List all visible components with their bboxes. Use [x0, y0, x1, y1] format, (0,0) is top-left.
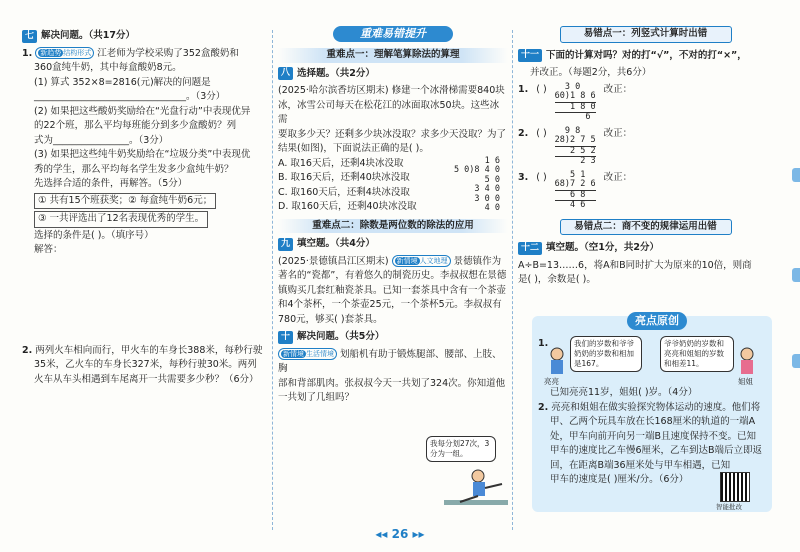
subsection-1-title: 重难点一：理解笔算除法的算理: [278, 48, 508, 63]
c2-line: 28)2 7 5: [554, 135, 596, 145]
c3-line: 68)7 2 6: [554, 179, 596, 189]
option-c[interactable]: C. 取160天后，还剩4块冰没取: [278, 186, 410, 198]
qr-code[interactable]: [720, 472, 750, 502]
highlight-questions: 已知亮亮11岁，姐姐( )岁。（4分） 2. 亮亮和姐姐在做实验探究物体运动的速度。他们将 甲、乙两个玩具车放在长168厘米的轨道的一端A 处，甲车向前开向另一端B且速度保持不变。已知 甲车的速度比乙车慢6厘米，乙车到达B端后立即返 回，在距离B端36厘米处与甲车相遇，已知 甲车的速度是( )厘米/分。（6分）: [538, 387, 763, 485]
column-divider-1: [272, 30, 273, 530]
c2-line: 9 8: [554, 125, 581, 136]
s9-line-e: 和4个茶杯，一个茶壶25元，一个茶杯5元。李叔叔有: [278, 299, 502, 310]
c2-line: 2 3: [554, 156, 596, 166]
option-a[interactable]: A. 取16天后，还剩4块冰没取: [278, 157, 404, 169]
option-d[interactable]: D. 取160天后，还剩40块冰没取: [278, 201, 417, 212]
s12-line-a: A÷B=13……6，将A和B同时扩大为原来的10倍，则商: [518, 259, 752, 271]
side-tab-3: [792, 354, 800, 368]
calc-3-mark[interactable]: ( ): [536, 171, 547, 183]
calc-2-mark[interactable]: ( ): [536, 127, 547, 139]
calc-2: 2. ( ) 9 8 28)2 7 5 2 5 2 2 3 改正：: [518, 125, 633, 166]
error-point-1-title: 易错点一：列竖式计算时出错: [560, 26, 732, 43]
c3-line: 6 8: [555, 191, 596, 202]
q1-part1-b: ________________________________。（3分）: [34, 91, 226, 102]
s8-options: [278, 157, 417, 215]
page-footer: [0, 527, 800, 541]
section-8-header: 八 选择题。（共2分）: [278, 67, 508, 82]
c1-line: 3 0: [554, 81, 581, 92]
condition-3: ③ 一共评选出了12名表现优秀的学生。: [34, 211, 208, 228]
calc-1: 1. ( ) 3 0 60)1 8 6 1 8 0 6 改正：: [518, 81, 633, 122]
s10-line-a: 新情境 生活情境 划船机有助于锻炼腿部、腰部、上肢、胸: [278, 348, 502, 374]
c1-line: 60)1 8 6: [554, 91, 596, 101]
s12-line-b: 是( )，余数是( )。: [518, 274, 596, 285]
q1-line-1: 1. 新趋势 结构形式 江老师为学校采购了352盒酸奶和: [22, 47, 239, 59]
q1-part3-a: (3) 如果把这些纯牛奶奖励给在“垃圾分类”中表现优: [34, 149, 251, 160]
long-division-figure: 1 6 5 0)8 4 0 5 0 3 4 0 3 0 0 4 0: [453, 155, 500, 213]
section-9-header: 九 填空题。（共4分）: [278, 237, 508, 252]
name-left: 亮亮: [544, 377, 559, 386]
answer-space[interactable]: [22, 258, 280, 344]
q1-line-2: 360盒纯牛奶，其中每盒酸奶8元。: [34, 62, 182, 73]
q2-line-3: 火车从车头相遇到车尾离开一共需要多少秒？（6分）: [34, 373, 259, 385]
s8-line-a: (2025·哈尔滨香坊区期末) 修建一个冰滑梯需要840块: [278, 85, 505, 96]
girl-illustration: [736, 346, 758, 376]
calc-2-work: [555, 127, 596, 167]
page-number: 26: [391, 527, 409, 541]
q1-part3-c: 先选择合适的条件，再解答。（5分）: [34, 178, 188, 189]
q1-part2-b: 的22个班，那么平均每班能分到多少盒酸奶？列: [34, 120, 237, 131]
q1-part2-c: 式为________________。（3分）: [34, 134, 169, 146]
s8-line-c: 要取多少天？还剩多少块冰没取？求多少天没取？为了: [278, 128, 507, 140]
left-column: [22, 26, 280, 387]
speech-left: 我们的岁数和爷爷奶奶的岁数和相加是167。: [570, 336, 642, 372]
calc-3-work: [555, 171, 596, 211]
calc-1-mark[interactable]: ( ): [536, 83, 547, 95]
calc-1-work: [555, 83, 596, 123]
q1-part1-a: (1) 算式 352×8=2816(元)解决的问题是: [34, 76, 211, 88]
s8-line-b: 冰，冰雪公司每天在松花江的冰面取冰50块。这些冰需: [278, 99, 500, 125]
c2-line: 2 5 2: [554, 145, 596, 156]
highlight-panel: 亮点原创 1. 我们的岁数和爷爷奶奶的岁数和相加是167。 爷爷奶奶的岁数和亮亮和姐姐的岁数和相差11。 亮亮 姐姐 已知亮亮11岁，姐姐( )岁。（4分） 2. 亮亮和姐姐在做实验探究物体运动的速度。他们将 甲、乙两个玩具车放在长168厘米的轨道的一端A 处，甲车向前开向另一端B且速度保持不变。已知 甲车的速度比乙车慢6厘米，乙车到达B端后立即返 回，在距离B端36厘米处与甲车相遇，已知 甲车的速度是( )厘米/分。（6分）: [532, 316, 772, 512]
name-right: 姐姐: [738, 377, 753, 386]
calc-3: 3. ( ) 5 1 68)7 2 6 6 8 4 6 改正：: [518, 169, 633, 210]
speech-right: 爷爷奶奶的岁数和亮亮和姐姐的岁数和相差11。: [660, 336, 734, 372]
q1-answer-label: 解答：: [34, 244, 63, 255]
middle-column: [278, 26, 508, 406]
s10-line-b: 部和背部肌肉。张叔叔今天一共划了324次。你知道他: [278, 377, 506, 389]
subsection-2-title: 重难点二：除数是两位数的除法的应用: [278, 219, 508, 234]
q1-tag: 新趋势 结构形式: [35, 47, 94, 59]
section-banner: 重难易错提升: [333, 26, 453, 42]
c3-line: 4 6: [554, 200, 586, 210]
section-12-header: 十二 填空题。（空1分，共2分）: [518, 241, 773, 256]
right-column: [518, 26, 773, 288]
side-tab-1: [792, 168, 800, 182]
s9-line-c: 著名的“瓷都”，有着悠久的制瓷历史。李叔叔想在景德: [278, 270, 507, 281]
section-11-header: 十一 下面的计算对吗？对的打“√”，不对的打“×”，: [518, 49, 773, 64]
highlight-title: 亮点原创: [627, 312, 687, 330]
section-7-number: 七: [22, 30, 37, 43]
s9-line-a: (2025·景德镇昌江区期末) 新情境 人文地理 景德镇作为: [278, 255, 502, 267]
q1-part3-b: 秀的学生，那么平均每名学生发多少盒纯牛奶？: [34, 163, 234, 175]
condition-box: [22, 192, 280, 229]
section-7-title: 解决问题。（共17分）: [41, 30, 135, 41]
column-divider-2: [512, 30, 513, 530]
c1-line: 1 8 0: [554, 101, 596, 112]
s9-line-f: 780元，够买( )套茶具。: [278, 313, 383, 325]
q2-line-1: 2. 两列火车相向而行，甲火车的车身长388米，每秒行驶: [22, 344, 263, 356]
q1-part2-a: (2) 如果把这些酸奶奖励给在“光盘行动”中表现优异: [34, 105, 251, 117]
side-tab-2: [792, 268, 800, 282]
s10-line-c: 一共划了几组吗？: [278, 392, 355, 403]
option-b[interactable]: B. 取16天后，还剩40块冰没取: [278, 172, 410, 183]
c3-line: 5 1: [554, 169, 586, 180]
condition-1-2: ① 共有15个班获奖；② 每盒纯牛奶6元；: [34, 193, 216, 210]
next-arrow-icon: ▸▸: [412, 527, 425, 541]
c1-line: 6: [554, 112, 591, 122]
q2-line-2: 35米，乙火车的车身长327米，每秒行驶30米。两列: [34, 359, 257, 370]
rowing-speech-bubble: 我每分划27次，3分为一组。: [426, 436, 496, 462]
q1-part3-d: 选择的条件是( )。（填序号）: [34, 229, 154, 241]
prev-arrow-icon: ◂◂: [375, 527, 388, 541]
section-10-header: 十 解决问题。（共5分）: [278, 330, 508, 345]
qr-label: 智能批改: [716, 503, 742, 511]
boy-illustration: [546, 346, 568, 376]
section-7-header: [22, 29, 280, 44]
rowing-machine-illustration: [440, 460, 512, 512]
error-point-2-title: 易错点二：商不变的规律运用出错: [560, 219, 732, 236]
s9-line-d: 镇购买几套红釉瓷茶具。已知一套茶具中含有一个茶壶: [278, 284, 507, 296]
s8-line-d: 结果(如图)，下面说法正确的是( )。: [278, 143, 429, 154]
s11-line-b: 并改正。（每题2分，共6分）: [530, 67, 652, 78]
